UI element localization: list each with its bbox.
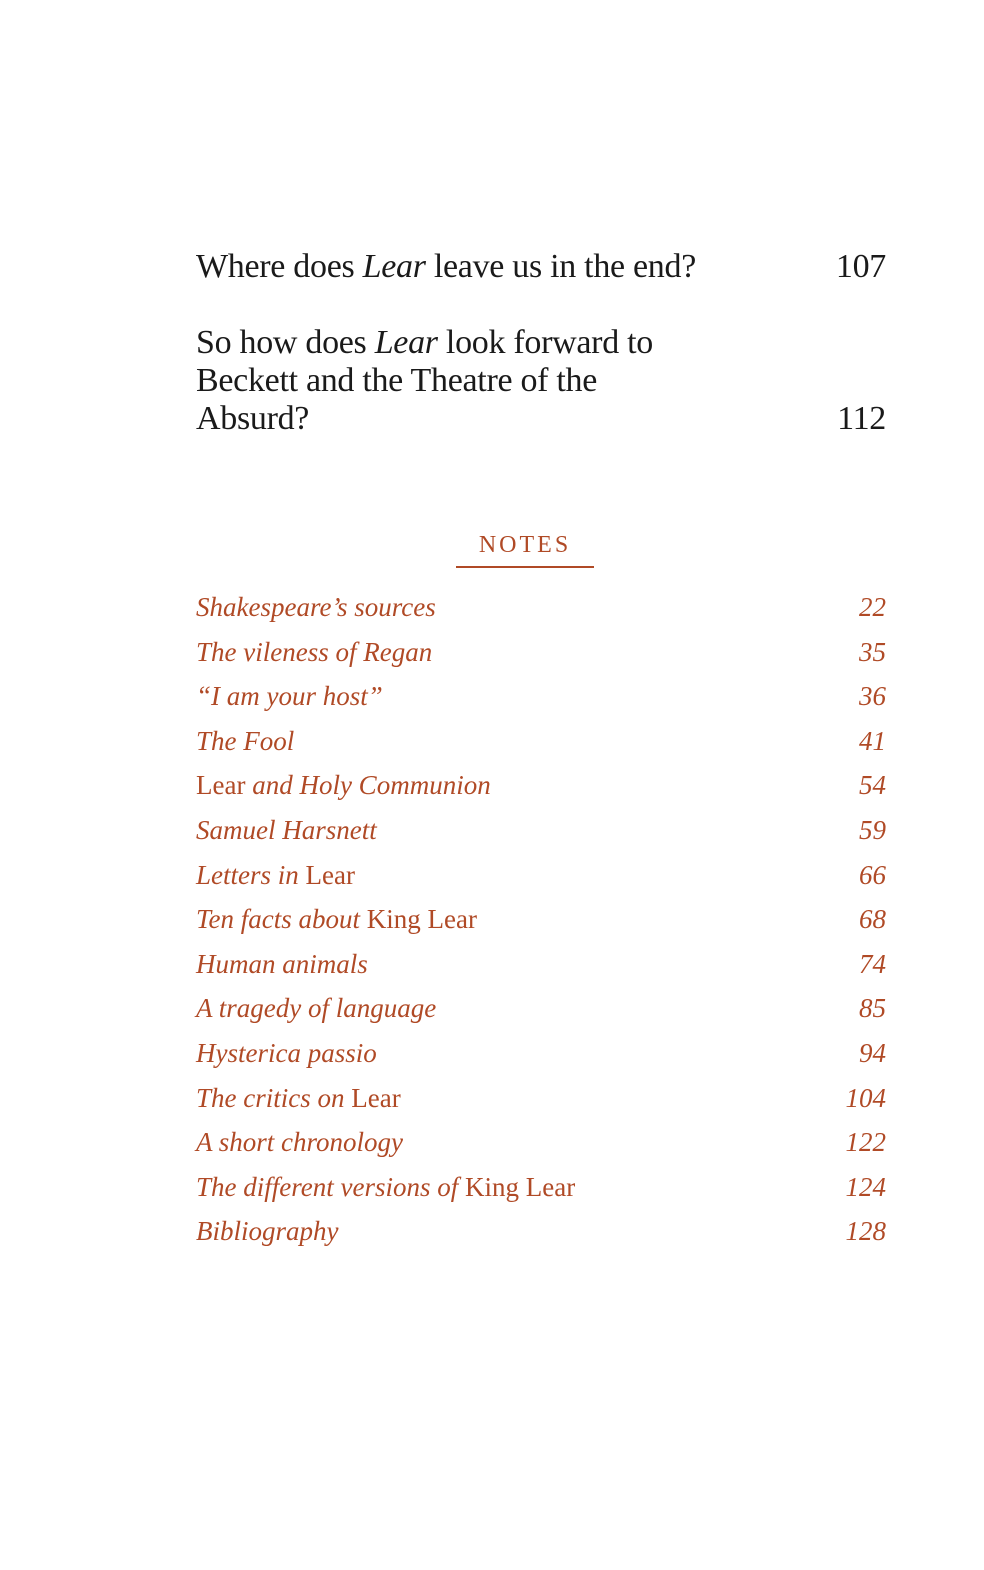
note-page-number: 36 xyxy=(859,681,886,712)
note-title-italic-segment: Letters in xyxy=(196,859,306,890)
title-line: Beckett and the Theatre of the xyxy=(196,362,598,399)
notes-list-item[interactable] xyxy=(196,858,886,903)
note-title xyxy=(196,1036,377,1070)
note-title-italic-segment: Hysterica passio xyxy=(196,1037,377,1068)
notes-list-item[interactable] xyxy=(196,813,886,858)
title-segment-italic: Lear xyxy=(374,324,438,361)
contents-entry-title xyxy=(196,248,756,286)
note-title xyxy=(196,1170,575,1204)
note-title xyxy=(196,1081,401,1115)
notes-heading-rule xyxy=(456,566,594,568)
note-title xyxy=(196,768,491,802)
notes-list-item[interactable] xyxy=(196,679,886,724)
note-title-italic-segment: Ten facts about xyxy=(196,904,367,935)
notes-list-item[interactable] xyxy=(196,635,886,680)
contents-entry[interactable] xyxy=(196,324,886,438)
contents-entry-title xyxy=(196,324,756,438)
notes-list-item[interactable] xyxy=(196,724,886,769)
note-title-roman-segment: Lear xyxy=(305,859,355,890)
note-page-number: 41 xyxy=(859,725,886,756)
notes-list-item[interactable] xyxy=(196,1170,886,1215)
note-title-italic-segment: The critics on xyxy=(196,1082,352,1113)
note-title-roman-segment: King Lear xyxy=(366,904,477,935)
note-title xyxy=(196,947,368,981)
title-segment: leave us in the end? xyxy=(425,248,696,285)
note-page-number: 85 xyxy=(859,993,886,1024)
notes-list-item[interactable] xyxy=(196,947,886,992)
notes-list-item[interactable] xyxy=(196,768,886,813)
title-line xyxy=(196,324,653,361)
notes-list-item[interactable] xyxy=(196,1125,886,1170)
notes-list xyxy=(196,590,886,1259)
notes-list-item[interactable] xyxy=(196,1036,886,1081)
note-page-number: 66 xyxy=(859,859,886,890)
notes-list-item[interactable] xyxy=(196,991,886,1036)
note-page-number: 104 xyxy=(845,1082,886,1113)
note-title-roman-segment: King Lear xyxy=(464,1171,576,1202)
note-title-italic-segment: A tragedy of language xyxy=(196,993,437,1024)
note-page-number: 68 xyxy=(859,904,886,935)
note-title-italic-segment: Human animals xyxy=(196,948,368,979)
title-segment: look forward to xyxy=(437,324,653,361)
notes-heading: NOTES xyxy=(478,532,572,558)
note-title-italic-segment: The Fool xyxy=(196,725,295,756)
title-line: Absurd? xyxy=(196,400,310,437)
note-title-italic-segment: The vileness of Regan xyxy=(196,636,433,667)
note-page-number: 128 xyxy=(845,1216,886,1247)
contents-entry-page-number: 107 xyxy=(835,248,886,285)
note-page-number: 22 xyxy=(859,592,886,622)
contents-entry[interactable] xyxy=(196,248,886,286)
notes-list-item[interactable] xyxy=(196,902,886,947)
note-title xyxy=(196,1214,339,1248)
note-title xyxy=(196,991,436,1025)
note-title-italic-segment: Samuel Harsnett xyxy=(196,814,377,845)
title-segment-italic: Lear xyxy=(362,248,426,285)
note-title xyxy=(196,635,432,669)
notes-list-item[interactable] xyxy=(196,1214,886,1259)
notes-list-item[interactable] xyxy=(196,590,886,635)
note-title-italic-segment: “I am your host” xyxy=(196,681,383,712)
note-title xyxy=(196,1125,403,1159)
note-title xyxy=(196,590,436,624)
note-title-italic-segment: Shakespeare’s sources xyxy=(196,592,436,622)
contents-entry-page-number: 112 xyxy=(837,400,886,437)
note-title xyxy=(196,724,294,758)
note-page-number: 122 xyxy=(845,1127,886,1158)
note-page-number: 94 xyxy=(859,1037,886,1068)
note-title xyxy=(196,858,355,892)
note-title xyxy=(196,813,377,847)
note-title-roman-segment: Lear xyxy=(196,770,246,801)
note-page-number: 74 xyxy=(859,948,886,979)
title-segment: So how does xyxy=(196,324,375,361)
note-title xyxy=(196,679,383,713)
note-title-roman-segment: Lear xyxy=(351,1082,401,1113)
note-page-number: 54 xyxy=(859,770,886,801)
note-page-number: 124 xyxy=(845,1171,886,1202)
note-page-number: 35 xyxy=(859,636,886,667)
notes-list-item[interactable] xyxy=(196,1081,886,1126)
title-segment: Where does xyxy=(196,248,363,285)
note-page-number: 59 xyxy=(859,814,886,845)
note-title-italic-segment: A short chronology xyxy=(196,1127,403,1158)
note-title xyxy=(196,902,477,936)
note-title-italic-segment: Bibliography xyxy=(196,1216,339,1247)
note-title-italic-segment: and Holy Communion xyxy=(245,770,491,801)
note-title-italic-segment: The different versions of xyxy=(196,1171,465,1202)
